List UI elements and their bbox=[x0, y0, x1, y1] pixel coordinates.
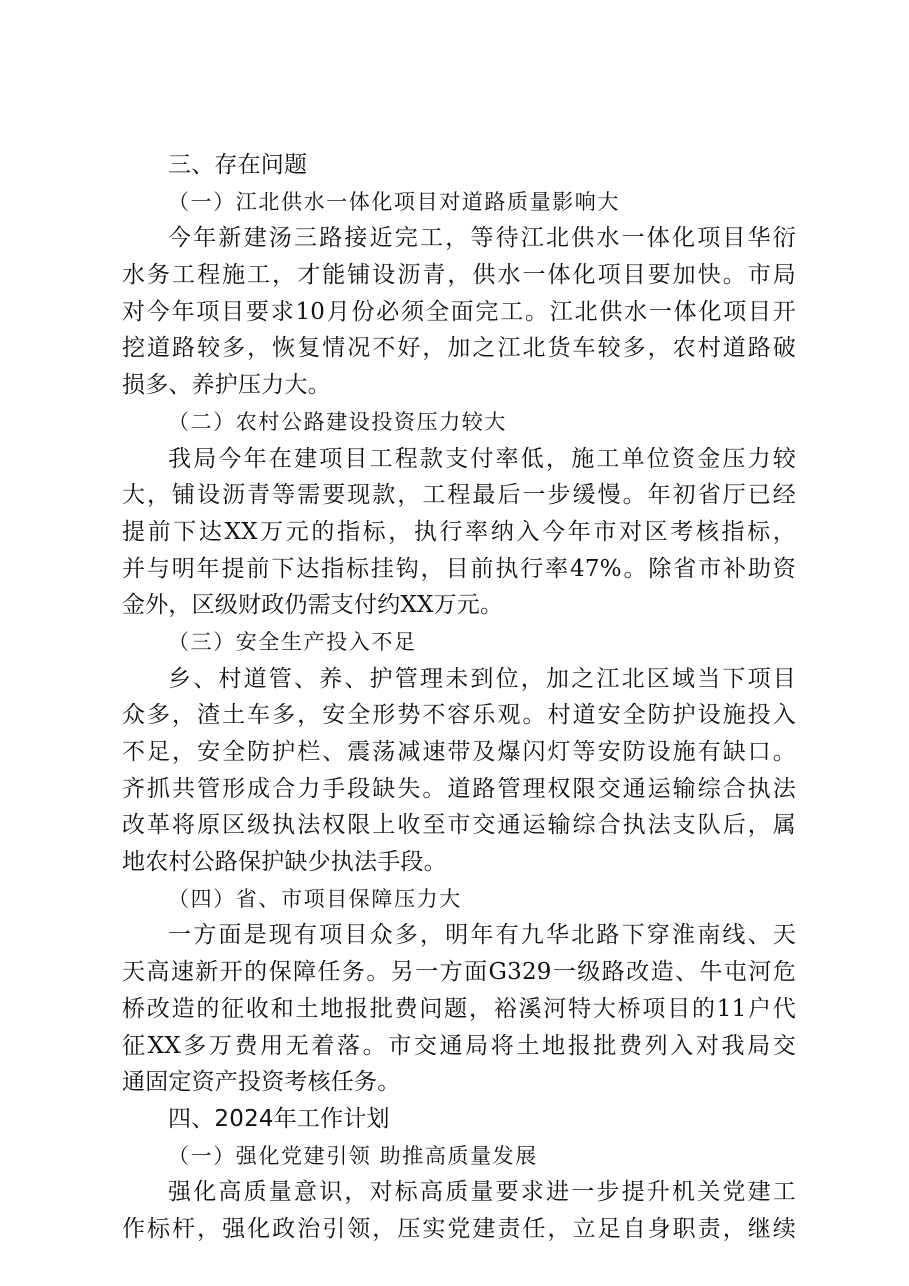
subsection-title: （一）江北供水一体化项目对道路质量影响大 bbox=[168, 189, 620, 214]
paragraph-line: 水务工程施工，才能铺设沥青，供水一体化项目要加快。市局 bbox=[122, 262, 796, 289]
paragraph-line: 作标杆，强化政治引领，压实党建责任，立足自身职责，继续 bbox=[122, 1215, 796, 1242]
paragraph-line: 今年新建汤三路接近完工，等待江北供水一体化项目华衍 bbox=[168, 225, 796, 252]
paragraph-line: 改革将原区级执法权限上收至市交通运输综合执法支队后，属 bbox=[122, 812, 796, 839]
paragraph-line: 金外，区级财政仍需支付约XX万元。 bbox=[122, 592, 504, 619]
paragraph-line: 强化高质量意识，对标高质量要求进一步提升机关党建工 bbox=[168, 1179, 796, 1206]
paragraph-line: 齐抓共管形成合力手段缺失。道路管理权限交通运输综合执法 bbox=[122, 775, 796, 802]
section-heading: 三、存在问题 bbox=[168, 152, 308, 178]
paragraph-line: 桥改造的征收和土地报批费问题，裕溪河特大桥项目的11户代 bbox=[122, 995, 796, 1022]
paragraph-line: 提前下达XX万元的指标，执行率纳入今年市对区考核指标， bbox=[122, 518, 796, 545]
paragraph-line: 地农村公路保护缺少执法手段。 bbox=[122, 849, 447, 876]
paragraph-line: 我局今年在建项目工程款支付率低，施工单位资金压力较 bbox=[168, 445, 796, 472]
paragraph-line: 一方面是现有项目众多，明年有九华北路下穿淮南线、天 bbox=[168, 922, 796, 949]
paragraph-line: 损多、养护压力大。 bbox=[122, 372, 331, 399]
paragraph-line: 对今年项目要求10月份必须全面完工。江北供水一体化项目开 bbox=[122, 298, 796, 325]
paragraph-line: 乡、村道管、养、护管理未到位，加之江北区域当下项目 bbox=[168, 665, 796, 692]
paragraph-line: 大，铺设沥青等需要现款，工程最后一步缓慢。年初省厅已经 bbox=[122, 482, 796, 509]
paragraph-line: 天高速新开的保障任务。另一方面G329一级路改造、牛屯河危 bbox=[122, 959, 796, 986]
paragraph-line: 挖道路较多，恢复情况不好，加之江北货车较多，农村道路破 bbox=[122, 335, 796, 362]
paragraph-line: 众多，渣土车多，安全形势不容乐观。村道安全防护设施投入 bbox=[122, 702, 796, 729]
subsection-title: （三）安全生产投入不足 bbox=[168, 629, 417, 654]
section-heading: 四、2024年工作计划 bbox=[168, 1105, 390, 1132]
paragraph-line: 征XX多万费用无着落。市交通局将土地报批费列入对我局交 bbox=[122, 1032, 796, 1059]
subsection-title: （一）强化党建引领 助推高质量发展 bbox=[168, 1143, 538, 1168]
subsection-title: （二）农村公路建设投资压力较大 bbox=[168, 409, 507, 434]
paragraph-line: 通固定资产投资考核任务。 bbox=[122, 1069, 401, 1096]
paragraph-line: 不足，安全防护栏、震荡减速带及爆闪灯等安防设施有缺口。 bbox=[122, 739, 796, 765]
subsection-title: （四）省、市项目保障压力大 bbox=[168, 886, 462, 911]
document-body bbox=[122, 147, 796, 1248]
paragraph-line: 并与明年提前下达指标挂钩，目前执行率47%。除省市补助资 bbox=[122, 555, 796, 582]
